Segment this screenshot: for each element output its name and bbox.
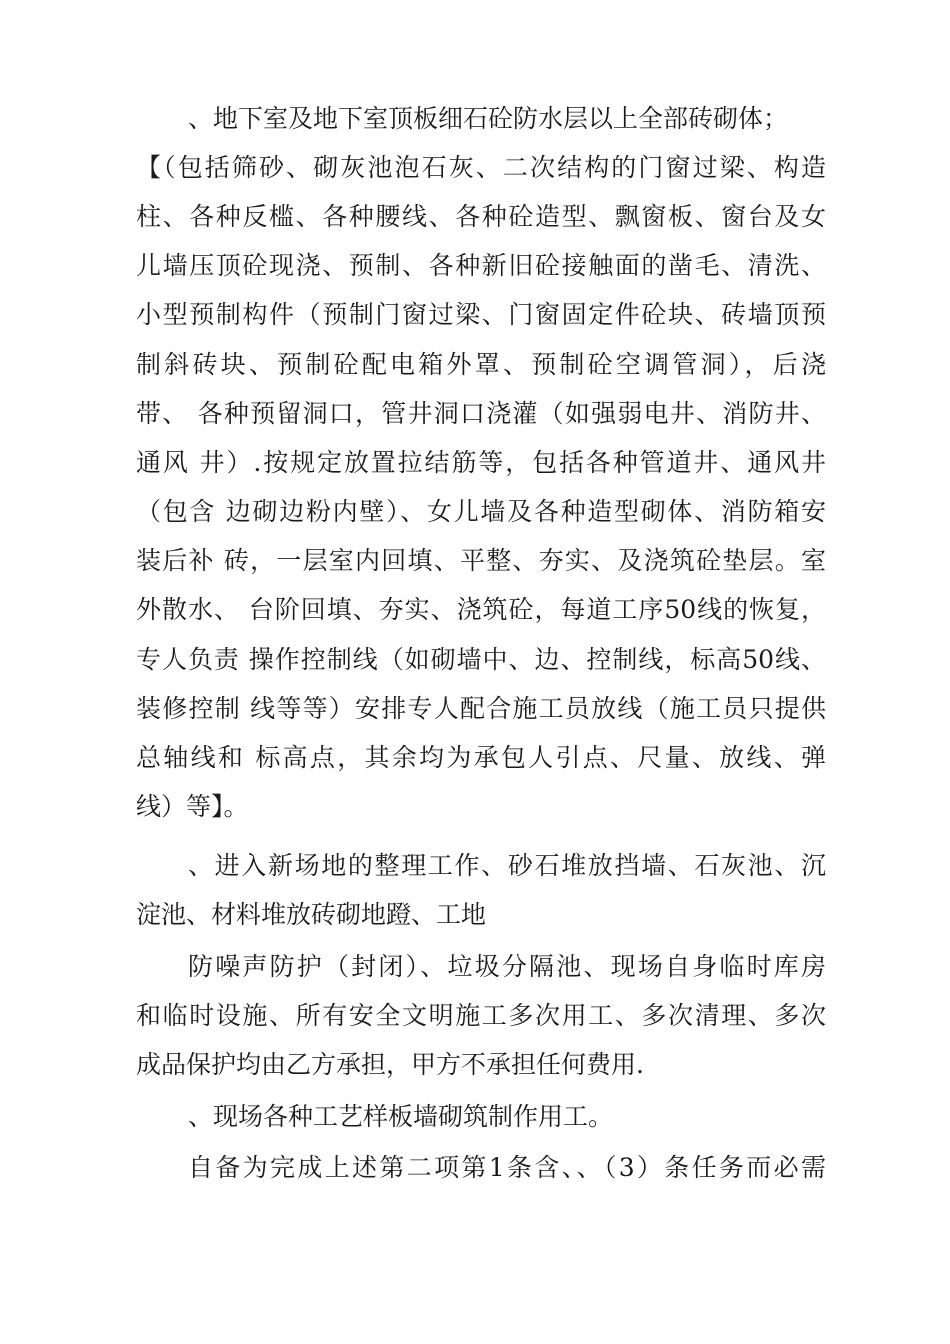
text-line-12: 专人负责 操作控制线（如砌墙中、边、控制线，标高50线、: [136, 645, 826, 674]
text-line-19: 和临时设施、所有安全文明施工多次用工、多次清理、多次: [136, 1001, 826, 1030]
text-line-15: 线）等】。: [136, 792, 249, 821]
text-line-14: 总轴线和 标高点，其余均为承包人引点、尺量、放线、弹: [136, 743, 826, 772]
text-line-4: 儿墙压顶砼现浇、预制、各种新旧砼接触面的凿毛、清洗、: [136, 251, 826, 280]
text-line-7: 带、 各种预留洞口，管井洞口浇灌（如强弱电井、消防井、: [136, 399, 826, 428]
text-line-9: （包含 边砌边粉内壁）、女儿墙及各种造型砌体、消防箱安: [136, 497, 826, 526]
text-line-5: 小型预制构件（预制门窗过梁、门窗固定件砼块、砖墙顶预: [136, 300, 826, 329]
text-line-17: 淀池、材料堆放砖砌地蹬、工地: [136, 900, 487, 929]
text-line-11: 外散水、 台阶回填、夯实、浇筑砼，每道工序50线的恢复，: [136, 595, 826, 624]
text-line-8: 通风 井）.按规定放置拉结筋等，包括各种管道井、通风井: [136, 448, 826, 477]
text-line-22: 自备为完成上述第二项第1条含、、（3）条任务而必需: [188, 1153, 826, 1182]
text-line-18: 防噪声防护（封闭）、垃圾分隔池、现场自身临时库房: [188, 952, 826, 981]
text-line-3: 柱、各种反槛、各种腰线、各种砼造型、飘窗板、窗台及女: [136, 202, 826, 231]
text-line-6: 制斜砖块、预制砼配电箱外罩、预制砼空调管洞），后浇: [136, 350, 826, 379]
text-line-21: 、现场各种工艺样板墙砌筑制作用工。: [188, 1102, 614, 1131]
text-line-20: 成品保护均由乙方承担，甲方不承担任何费用.: [136, 1050, 644, 1079]
text-line-13: 装修控制 线等等）安排专人配合施工员放线（施工员只提供: [136, 694, 826, 723]
text-line-10: 装后补 砖，一层室内回填、平整、夯实、及浇筑砼垫层。室: [136, 546, 826, 575]
text-line-1: 、地下室及地下室顶板细石砼防水层以上全部砖砌体；: [188, 104, 789, 133]
text-line-16: 、进入新场地的整理工作、砂石堆放挡墙、石灰池、沉: [188, 851, 826, 880]
text-line-2: 【（包括筛砂、砌灰池泡石灰、二次结构的门窗过梁、构造: [136, 153, 826, 182]
